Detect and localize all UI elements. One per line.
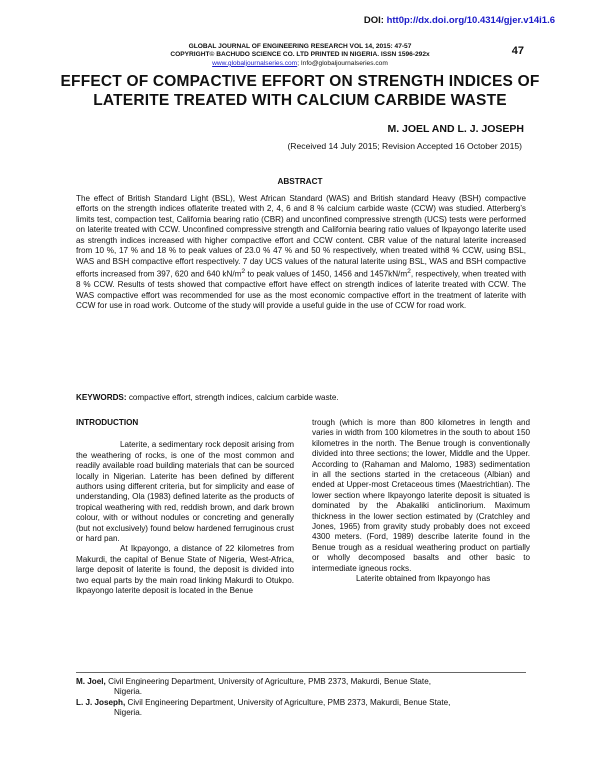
abstract-superscript-1: 2 xyxy=(241,268,246,276)
journal-website-link[interactable]: www.globaljournalseries.com xyxy=(212,59,298,67)
doi-link[interactable]: htt0p://dx.doi.org/10.4314/gjer.v14i1.6 xyxy=(386,15,555,26)
intro-paragraph-1: Laterite, a sedimentary rock deposit arising from the weathering of rocks, is one of the most common and readily available road building materials that can be sourced locally in Nigerian. Laterite has been defined by different authors using different criteria, but for simplicity and ease of understanding, Ola (1983) defined laterite as the products of tropical weathering with red, reddish brown, and dark brown colour, with or without nodules or concreting and generally (but not exclusively) found below hardened ferruginous crust or hard pan. xyxy=(76,440,294,544)
introduction-heading: INTRODUCTION xyxy=(76,418,139,427)
paper-title: EFFECT OF COMPACTIVE EFFORT ON STRENGTH INDICES OF LATERITE TREATED WITH CALCIUM CARBIDE WASTE xyxy=(60,73,540,109)
paper-authors: M. JOEL AND L. J. JOSEPH xyxy=(387,123,524,135)
abstract-body xyxy=(76,194,526,312)
affiliation-joseph xyxy=(76,698,526,719)
abstract-text-3: , respectively, when treated with 8 % CCW. Results of tests showed that compactive effort have effect on strength indices of laterite treated with CCW. The WAS compactive effort was recommended for use as the most economic compactive effort in the treatment of laterite with CCW for use in road work. Outcome of the study will provide a useful guide in the use of CCW for road work. xyxy=(76,269,526,311)
abstract-text-2: to peak values of 1450, 1456 and 1457kN/m xyxy=(245,269,408,279)
affiliation-name: M. Joel, xyxy=(76,677,106,686)
keywords-text: compactive effort, strength indices, calcium carbide waste. xyxy=(126,393,339,402)
affiliation-country: Nigeria. xyxy=(114,708,142,718)
journal-header-line3 xyxy=(0,60,600,68)
footnote-separator xyxy=(76,672,526,673)
abstract-superscript-2: 2 xyxy=(407,268,411,276)
intro-paragraph-2: At Ikpayongo, a distance of 22 kilometres from Makurdi, the capital of Benue State of Nigeria, West-Africa, large deposit of laterite is found, the deposit is divided into two equal parts by the main road linking Makurdi to Otukpo. Ikpayongo laterite deposit is located in the Benue xyxy=(76,544,294,596)
journal-header xyxy=(0,43,600,68)
affiliation-name: L. J. Joseph, xyxy=(76,698,126,707)
abstract-text-1: The effect of British Standard Light (BSL), West African Standard (WAS) and British standard Heavy (BSH) compactive efforts on the strength indices oflaterite treated with 2, 4, 6 and 8 % calcium carbide waste (CCW) was studied. Atterberg’s limits test, compaction test, California bearing ratio (CBR) and unconfined compressive strength (UCS) tests were performed on laterite treated with CCW. Unconfined compressive strength and California bearing ratio values of Ikpayongo laterite used as strength indices increased with higher compactive effort and CCW content. CBR value of the natural laterite increased from 10 %, 17 % and 18 % to peak values of 23.0 % 47 % and 50 % respectively, when treated with8 % CCW, using BSL, WAS and BSH compactive effort respectively. 7 day UCS values of the natural laterite using BSL, WAS and BSH compactive efforts increased from 397, 620 and 640 kN/m xyxy=(76,194,526,279)
journal-header-line2: COPYRIGHT© BACHUDO SCIENCE CO. LTD PRINTED IN NIGERIA. ISSN 1596-292x xyxy=(170,51,430,59)
doi-label: DOI: xyxy=(363,15,387,26)
journal-email: ; Info@globaljournalseries.com xyxy=(297,59,388,67)
affiliation-country: Nigeria. xyxy=(114,687,142,697)
affiliation-joel xyxy=(76,677,526,698)
abstract-heading: ABSTRACT xyxy=(277,177,323,186)
page-number: 47 xyxy=(511,45,524,57)
affiliation-text: Civil Engineering Department, University of Agriculture, PMB 2373, Makurdi, Benue State, xyxy=(105,677,431,686)
column-right xyxy=(312,418,530,585)
keywords-label: KEYWORDS: xyxy=(76,393,127,402)
intro-paragraph-3: trough (which is more than 800 kilometres in length and varies in width from 100 kilometres in the south to about 150 kilometres in the north. The Benue trough is conventionally divided into three sections; the lower, Middle and the Upper. According to (Rahaman and Malomo, 1983) sedimentation in all the sections started in the cretaceous (Albian) and ended at Upper-most Cretaceous times (Maestrichtian). The lower section where Ikpayongo laterite deposit is situated is dominated by the Abakaliki anticlinorium. Maximum thickness in the lower section estimated by (Cratchley and Jones, 1965) from gravity study probably does not exceed 4300 meters. (Ford, 1989) describe laterite found in the Benue trough as a residual weathering product on partially or wholly decomposed basalts and other basic to intermediate igneous rocks. xyxy=(312,418,530,573)
doi-line xyxy=(364,15,555,26)
intro-paragraph-4: Laterite obtained from Ikpayongo has xyxy=(356,574,491,584)
affiliation-text: Civil Engineering Department, University of Agriculture, PMB 2373, Makurdi, Benue State, xyxy=(125,698,451,707)
keywords xyxy=(76,393,526,402)
journal-header-line1: GLOBAL JOURNAL OF ENGINEERING RESEARCH VOL 14, 2015: 47-57 xyxy=(188,43,412,50)
received-dates: (Received 14 July 2015; Revision Accepted 16 October 2015) xyxy=(287,141,522,151)
column-left xyxy=(76,418,294,597)
